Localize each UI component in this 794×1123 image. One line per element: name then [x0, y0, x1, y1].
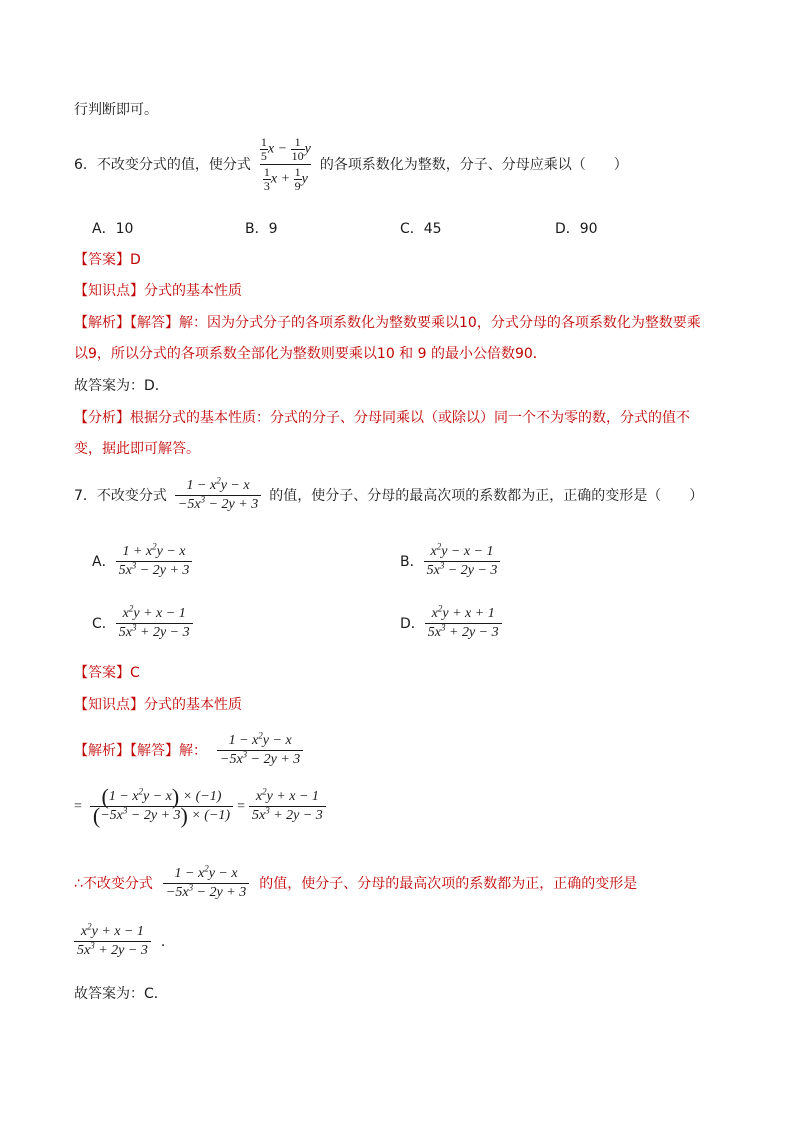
- q6-fenxi-2: 变，据此即可解答。: [74, 441, 200, 457]
- q6-knowledge-point: 【知识点】分式的基本性质: [74, 283, 242, 299]
- q6-option-c: C．45: [400, 221, 442, 237]
- q7-option-a: A． $\frac{1 + x^2y - x}{5x^3 - 2y + 3}$: [92, 544, 192, 579]
- q7-knowledge-point: 【知识点】分式的基本性质: [74, 697, 242, 713]
- q6-conclusion: 故答案为：D．: [74, 378, 169, 394]
- q7-result: $\frac{x^2y + x - 1}{5x^3 + 2y - 3}$ ．: [74, 924, 175, 959]
- q6-fraction: $\frac{1}{5}$ x − $\frac{1}{10}$ y $\frac{1}{3}$ x + $\frac{1}{9}$ y: [260, 135, 311, 193]
- question-7: [74, 475, 704, 513]
- q6-suffix: 的各项系数化为整数，分子、分母应乘以（ ）: [319, 156, 628, 173]
- q7-fraction: $\frac{1 - x^2y - x}{-5x^3 - 2y + 3}$: [175, 478, 261, 513]
- q7-option-c: C． $\frac{x^2y + x - 1}{5x^3 + 2y - 3}$: [92, 606, 193, 641]
- q6-prefix: 6．不改变分式的值，使分式: [74, 156, 251, 173]
- q7-suffix: 的值，使分子、分母的最高次项的系数都为正，正确的变形是（ ）: [269, 487, 704, 504]
- q6-option-b: B．9: [245, 221, 278, 237]
- q7-answer: 【答案】C: [74, 665, 140, 681]
- q7-option-d: D． $\frac{x^2y + x + 1}{5x^3 + 2y - 3}$: [400, 606, 502, 641]
- q6-option-a: A．10: [92, 221, 134, 237]
- q6-analysis-2: 以9，所以分式的各项系数全部化为整数则要乘以10 和 9 的最小公倍数90．: [74, 346, 547, 362]
- q6-analysis-1: 【解析】【解答】解：因为分式分子的各项系数化为整数要乘以10，分式分母的各项系数化为整数要乘: [74, 315, 701, 331]
- q6-option-d: D．90: [555, 221, 598, 237]
- question-6: [74, 136, 628, 193]
- q7-prefix: 7．不改变分式: [74, 487, 167, 504]
- q7-analysis: 【解析】【解答】 解： $\frac{1 - x^2y - x}{-5x^3 - 2y + 3}$: [74, 733, 303, 768]
- continuation-text: 行判断即可。: [74, 102, 158, 118]
- q7-therefore: ∴不改变分式 $\frac{1 - x^2y - x}{-5x^3 - 2y + 3}$ 的值，使分子、分母的最高次项的系数都为正，正确的变形是: [74, 863, 638, 900]
- q7-derivation: = $\frac{(1 - x^2y - x) \times (-1)}{(-5x^3 - 2y + 3) \times (-1)}$ = $\frac{x^2y + x - 1}{5x^3 + 2y - 3}$: [74, 789, 326, 824]
- q7-option-b: B． $\frac{x^2y - x - 1}{5x^3 - 2y - 3}$: [400, 544, 500, 579]
- q7-conclusion: 故答案为：C．: [74, 986, 168, 1002]
- q6-answer: 【答案】D: [74, 252, 141, 268]
- q6-fenxi-1: 【分析】根据分式的基本性质：分式的分子、分母同乘以（或除以）同一个不为零的数，分式的值不: [74, 410, 690, 426]
